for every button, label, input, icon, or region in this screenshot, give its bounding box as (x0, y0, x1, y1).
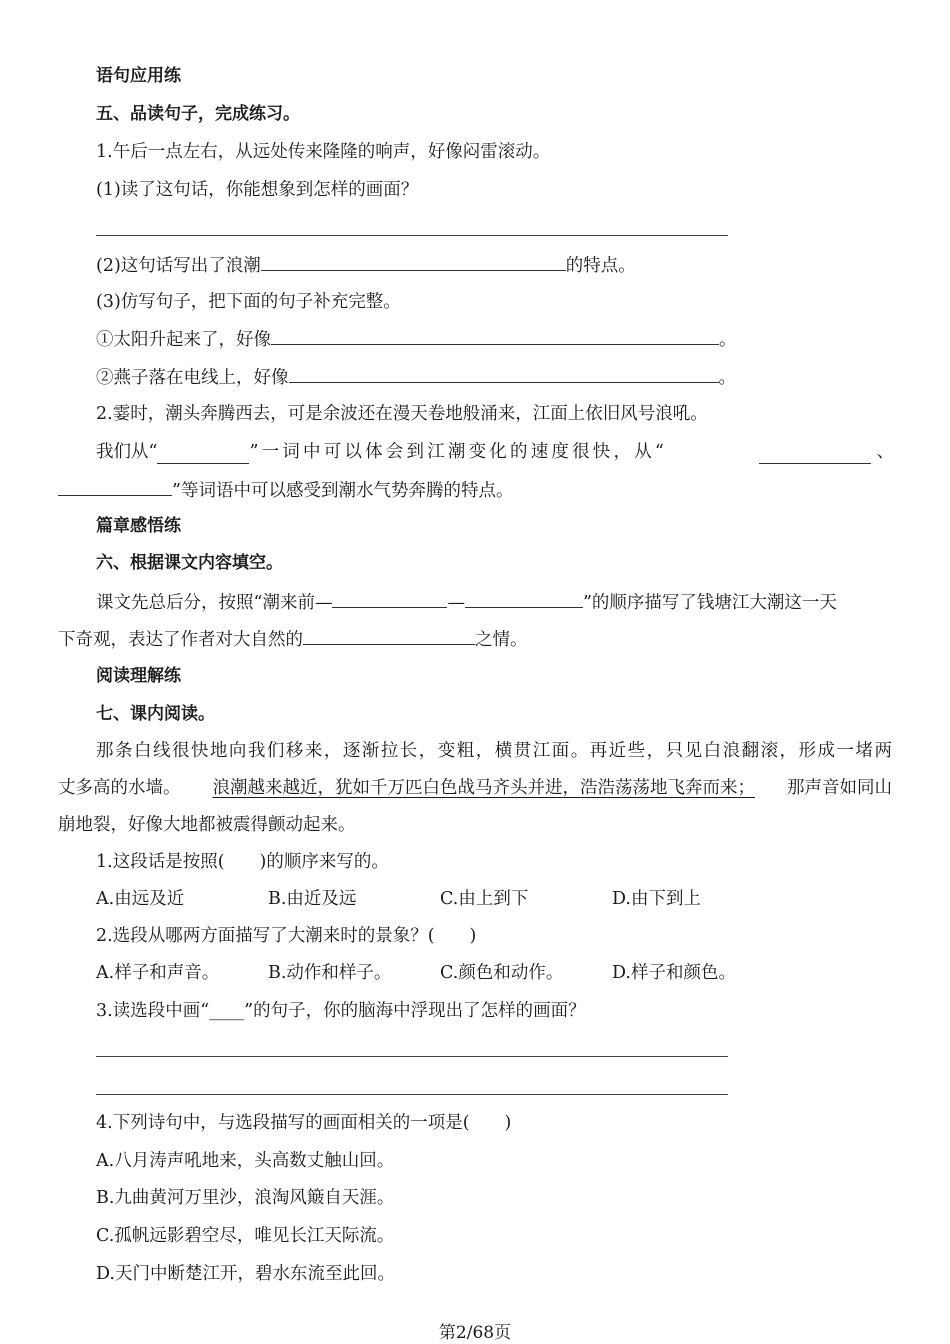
q5-sub3: (3)仿写句子，把下面的句子补充完整。 (96, 292, 401, 312)
q5-item2-line2 (58, 477, 513, 503)
q5-sub1: (1)读了这句话，你能想象到怎样的画面？ (96, 180, 419, 200)
option-d[interactable]: D.由下到上 (612, 889, 701, 909)
section-title-sentence: 语句应用练 (96, 66, 181, 86)
section-title-reading: 阅读理解练 (96, 666, 181, 686)
passage-line3: 崩地裂，好像大地都被震得颤动起来。 (58, 815, 356, 835)
q5-fill1-pre: ①太阳升起来了，好像 (96, 330, 271, 350)
q5-sub2-pre: (2)这句话写出了浪潮 (96, 256, 261, 276)
fill-blank[interactable] (157, 445, 249, 464)
option-d[interactable]: D.天门中断楚江开，碧水东流至此回。 (96, 1264, 395, 1284)
q5-item2-line1 (96, 440, 894, 464)
q5-item1: 1.午后一点左右，从远处传来隆隆的响声，好像闷雷滚动。 (96, 142, 551, 162)
option-c[interactable]: C.孤帆远影碧空尽，唯见长江天际流。 (96, 1226, 395, 1246)
fill-blank[interactable] (303, 626, 475, 645)
q5-fill2 (96, 364, 736, 390)
passage-line2 (58, 776, 892, 800)
option-a[interactable]: A.样子和声音。 (96, 963, 220, 983)
fill-blank[interactable] (58, 477, 172, 496)
q6-c: ”的顺序描写了钱塘江大潮这一天 (582, 593, 837, 613)
q5-item2-d: ”等词语中可以感受到潮水气势奔腾的特点。 (172, 481, 514, 501)
period: 。 (718, 368, 736, 388)
q5-item2-b: ”一词中可以体会到江潮变化的速度很快，从“ (249, 442, 668, 462)
q6-e: 之情。 (475, 630, 528, 650)
fill-blank[interactable] (289, 364, 719, 383)
q7-heading: 七、课内阅读。 (96, 704, 215, 724)
q5-sub2 (96, 252, 636, 278)
option-b[interactable]: B.由近及远 (268, 889, 357, 909)
q7-q3: 3.读选段中画“____”的句子，你的脑海中浮现出了怎样的画面？ (96, 1001, 586, 1021)
answer-line[interactable] (96, 235, 728, 236)
q6-line1 (96, 589, 837, 615)
q7-q2: 2.选段从哪两方面描写了大潮来时的景象？( ) (96, 926, 477, 946)
option-a[interactable]: A.八月涛声吼地来，头高数丈触山回。 (96, 1151, 395, 1171)
q6-line2 (58, 626, 528, 652)
fill-blank[interactable] (271, 326, 719, 345)
period: 。 (719, 330, 737, 350)
option-b[interactable]: B.九曲黄河万里沙，浪淘风簸自天涯。 (96, 1188, 395, 1208)
answer-line[interactable] (96, 1094, 728, 1095)
q6-heading: 六、根据课文内容填空。 (96, 553, 283, 573)
page-number: 第2/68页 (438, 1323, 512, 1343)
q5-sub2-post: 的特点。 (565, 256, 636, 276)
q6-a: 课文先总后分，按照“潮来前— (96, 593, 333, 613)
q5-item2: 2.霎时，潮头奔腾西去，可是余波还在漫天卷地般涌来，江面上依旧风号浪吼。 (96, 404, 708, 424)
fill-blank[interactable] (465, 589, 583, 608)
passage-underlined-sentence: 浪潮越来越近，犹如千万匹白色战马齐头并进，浩浩荡荡地飞奔而来； (212, 778, 755, 798)
fill-blank[interactable] (332, 589, 447, 608)
passage-pre: 丈多高的水墙。 (58, 778, 181, 798)
section-title-chapter: 篇章感悟练 (96, 516, 181, 536)
fill-blank[interactable] (759, 445, 871, 464)
q5-heading: 五、品读句子，完成练习。 (96, 104, 300, 124)
q7-q1-options (96, 887, 816, 911)
q5-item2-a: 我们从“ (96, 442, 158, 462)
q7-q2-options (96, 961, 816, 985)
q7-q1: 1.这段话是按照( )的顺序来写的。 (96, 852, 389, 872)
option-b[interactable]: B.动作和样子。 (268, 963, 392, 983)
q5-fill1 (96, 326, 737, 352)
q6-d: 下奇观，表达了作者对大自然的 (58, 630, 303, 650)
fill-blank[interactable] (261, 252, 566, 271)
passage-line1: 那条白线很快地向我们移来，逐渐拉长，变粗，横贯江面。再近些，只见白浪翻滚，形成一堵两 (96, 741, 892, 761)
answer-line[interactable] (96, 1056, 728, 1057)
q6-b: — (447, 593, 465, 613)
option-d[interactable]: D.样子和颜色。 (612, 963, 736, 983)
option-a[interactable]: A.由远及近 (96, 889, 185, 909)
q5-fill2-pre: ②燕子落在电线上，好像 (96, 368, 289, 388)
q5-item2-c: 、 (876, 442, 894, 462)
passage-post: 那声音如同山 (787, 778, 892, 798)
option-c[interactable]: C.由上到下 (440, 889, 529, 909)
option-c[interactable]: C.颜色和动作。 (440, 963, 564, 983)
q7-q4: 4.下列诗句中，与选段描写的画面相关的一项是( ) (96, 1113, 512, 1133)
